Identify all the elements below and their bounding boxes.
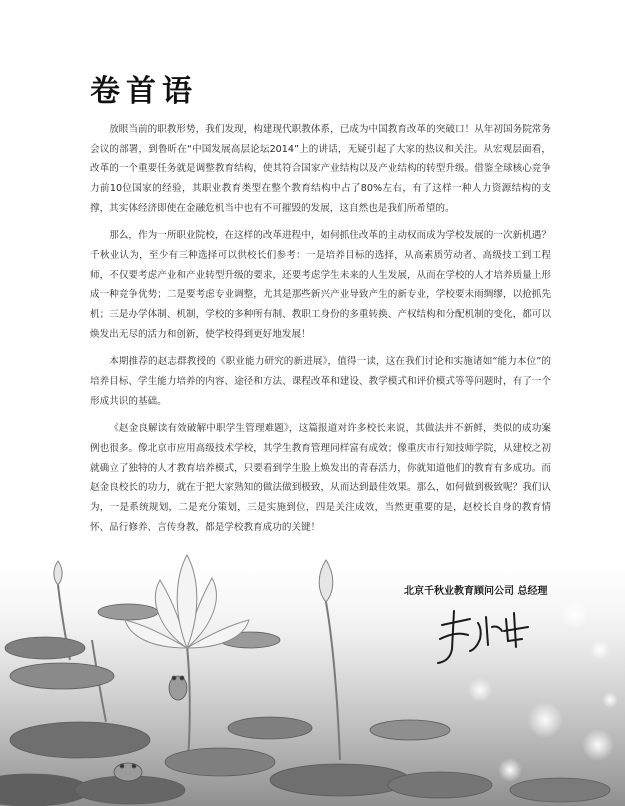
paragraph: 那么，作为一所职业院校，在这样的改革进程中，如何抓住改革的主动权而成为学校发展的一次新机遇？千秋业认为，至少有三种选择可以供校长们参考：一是培养目标的选择，从高素质劳动者、高级技工到工程师，不仅要考虑产业和产业转型升级的要求，还要考虑学生未来的人生发展，从而在学校的人才培养质量上形成一种竞争优势；二是要考虑专业调整，尤其是那些新兴产业导致产生的新专业，学校要未雨绸缪，以抢抓先机；三是办学体制、机制，学校的多种所有制、教职工身份的多重转换、产权结构和分配机制的变化，都可以焕发出无尽的活力和创新，使学校得到更好地发展！: [90, 230, 551, 340]
page-title: 卷首语: [90, 74, 198, 109]
handwritten-signature: [430, 605, 540, 667]
signer-title: 北京千秋业教育顾问公司 总经理: [404, 586, 548, 597]
paragraph: 《赵金良解读有效破解中职学生管理难题》，这篇报道对许多校长来说，其做法并不新鲜，类似的成功案例也很多。像北京市应用高级技术学校，其学生教育管理同样富有成效；像重庆市行知技师学院，从建校之初就确立了独特的人才教育培养模式，只要看到学生脸上焕发出的青春活力，你就知道他们的教育有多成功。而赵金良校长的功力，就在于把大家熟知的做法做到极致，从而达到最佳效果。那么，如何做到极致呢？我们认为，一是系统规划，二是充分策划，三是实施到位，四是关注成效，当然更重要的是，赵校长自身的教育情怀、品行修养、言传身教，都是学校教育成功的关键！: [90, 423, 551, 533]
paragraph: 本期推荐的赵志群教授的《职业能力研究的新进展》，值得一读，这在我们讨论和实施诸如“能力本位”的培养目标、学生能力培养的内容、途径和方法、课程改革和建设、教学模式和评价模式等等问题时，有了一个形成共识的基础。: [90, 356, 551, 407]
preface-body: [90, 120, 551, 545]
paragraph: 放眼当前的职教形势，我们发现，构建现代职教体系，已成为中国教育改革的突破口！从年初国务院常务会议的部署，到鲁昕在“中国发展高层论坛2014”上的讲话，无疑引起了大家的热议和关注。从宏观层面看，改革的一个重要任务就是调整教育结构，使其符合国家产业结构以及产业结构的转型升级。借鉴全球核心竞争力前10位国家的经验，其职业教育类型在整个教育结构中占了80%左右，有了这样一种人力资源结构的支撑，其实体经济即使在金融危机当中也有不可摧毁的发展，这自然也是我们所希望的。: [90, 124, 551, 214]
